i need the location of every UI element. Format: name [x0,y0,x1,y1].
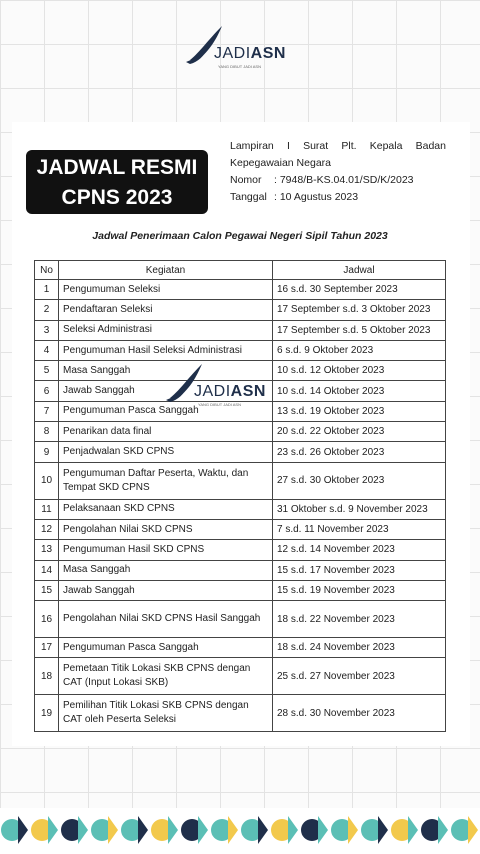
row-kegiatan: Pemilihan Titik Lokasi SKB CPNS dengan CAT oleh Peserta Seleksi [59,695,273,732]
row-no: 17 [35,638,59,658]
row-no: 10 [35,462,59,499]
row-kegiatan: Pengolahan Nilai SKD CPNS [59,519,273,539]
row-no: 15 [35,580,59,600]
row-no: 7 [35,401,59,421]
letter-reference [230,138,446,206]
table-row [35,280,446,300]
row-no: 13 [35,540,59,560]
header-no: No [35,261,59,280]
lampiran-cont-text: Kepegawaian Negara [230,157,331,169]
row-kegiatan: Masa Sanggah [59,560,273,580]
logo-wordmark [194,383,266,401]
row-jadwal: 10 s.d. 12 Oktober 2023 [273,361,446,381]
document-title: Jadwal Penerimaan Calon Pegawai Negeri Sipil Tahun 2023 [92,230,388,242]
logo-tagline: YANG DIBUT JADI ASN [218,64,261,69]
row-jadwal: 18 s.d. 22 November 2023 [273,601,446,638]
table-row [35,422,446,442]
row-no: 6 [35,381,59,401]
row-jadwal: 15 s.d. 19 November 2023 [273,580,446,600]
row-jadwal: 6 s.d. 9 Oktober 2023 [273,340,446,360]
row-jadwal: 23 s.d. 26 Oktober 2023 [273,442,446,462]
row-no: 16 [35,601,59,638]
row-kegiatan: Pengumuman Pasca Sanggah [59,401,273,421]
table-row [35,638,446,658]
row-no: 11 [35,499,59,519]
table-row [35,560,446,580]
row-kegiatan: Pengumuman Hasil Seleksi Administrasi [59,340,273,360]
row-no: 5 [35,361,59,381]
header-kegiatan: Kegiatan [59,261,273,280]
row-kegiatan: Pengumuman Hasil SKD CPNS [59,540,273,560]
row-no: 19 [35,695,59,732]
table-row [35,658,446,695]
footer-pattern [0,808,480,854]
table-row [35,540,446,560]
logo-wordmark [214,45,286,63]
row-jadwal: 25 s.d. 27 November 2023 [273,658,446,695]
jadiasn-watermark-logo [166,360,276,410]
row-kegiatan: Penjadwalan SKD CPNS [59,442,273,462]
row-kegiatan: Pengumuman Daftar Peserta, Waktu, dan Tempat SKD CPNS [59,462,273,499]
row-jadwal: 7 s.d. 11 November 2023 [273,519,446,539]
row-kegiatan: Masa Sanggah [59,361,273,381]
row-kegiatan: Pengumuman Pasca Sanggah [59,638,273,658]
table-row [35,601,446,638]
table-row [35,442,446,462]
row-kegiatan: Jawab Sanggah [59,580,273,600]
nomor-value: : 7948/B-KS.04.01/SD/K/2023 [274,174,414,186]
table-row [35,695,446,732]
schedule-table [34,260,446,732]
row-kegiatan: Pengumuman Seleksi [59,280,273,300]
row-jadwal: 27 s.d. 30 Oktober 2023 [273,462,446,499]
row-no: 2 [35,300,59,320]
row-no: 18 [35,658,59,695]
nomor-label: Nomor [230,174,262,186]
row-jadwal: 17 September s.d. 3 Oktober 2023 [273,300,446,320]
row-jadwal: 31 Oktober s.d. 9 November 2023 [273,499,446,519]
footer-pattern-graphic [0,808,480,854]
table-row [35,320,446,340]
row-kegiatan: Pemetaan Titik Lokasi SKB CPNS dengan CAT (Input Lokasi SKB) [59,658,273,695]
row-no: 9 [35,442,59,462]
row-jadwal: 28 s.d. 30 November 2023 [273,695,446,732]
table-row [35,462,446,499]
header-jadwal: Jadwal [273,261,446,280]
row-jadwal: 20 s.d. 22 Oktober 2023 [273,422,446,442]
table-row [35,519,446,539]
row-jadwal: 13 s.d. 19 Oktober 2023 [273,401,446,421]
table-row [35,499,446,519]
row-no: 1 [35,280,59,300]
row-kegiatan: Seleksi Administrasi [59,320,273,340]
tanggal-label: Tanggal [230,191,267,203]
row-kegiatan: Pendaftaran Seleksi [59,300,273,320]
tanggal-value: : 10 Agustus 2023 [274,191,359,203]
row-jadwal: 15 s.d. 17 November 2023 [273,560,446,580]
row-jadwal: 16 s.d. 30 September 2023 [273,280,446,300]
nomor-row [230,172,446,189]
logo-asn: ASN [250,45,286,62]
row-no: 14 [35,560,59,580]
logo-jadi: JADI [214,45,251,62]
lampiran-text: Lampiran I Surat Plt. Kepala Badan [230,140,446,152]
row-jadwal: 12 s.d. 14 November 2023 [273,540,446,560]
badge-line-2: CPNS 2023 [61,186,173,209]
table-row [35,340,446,360]
row-kegiatan: Pelaksanaan SKD CPNS [59,499,273,519]
jadiasn-logo [186,22,296,72]
table-header-row [35,261,446,280]
logo-tagline: YANG DIBUT JADI ASN [198,402,241,407]
row-no: 8 [35,422,59,442]
row-no: 3 [35,320,59,340]
tanggal-row [230,189,446,206]
logo-asn: ASN [230,383,266,400]
row-kegiatan: Penarikan data final [59,422,273,442]
row-jadwal: 18 s.d. 24 November 2023 [273,638,446,658]
row-kegiatan: Jawab Sanggah [59,381,273,401]
badge-title [26,150,208,214]
badge-line-1: JADWAL RESMI [36,156,198,179]
logo-jadi: JADI [194,383,231,400]
row-jadwal: 10 s.d. 14 Oktober 2023 [273,381,446,401]
row-jadwal: 17 September s.d. 5 Oktober 2023 [273,320,446,340]
row-no: 4 [35,340,59,360]
row-no: 12 [35,519,59,539]
row-kegiatan: Pengolahan Nilai SKD CPNS Hasil Sanggah [59,601,273,638]
table-row [35,580,446,600]
table-row [35,300,446,320]
